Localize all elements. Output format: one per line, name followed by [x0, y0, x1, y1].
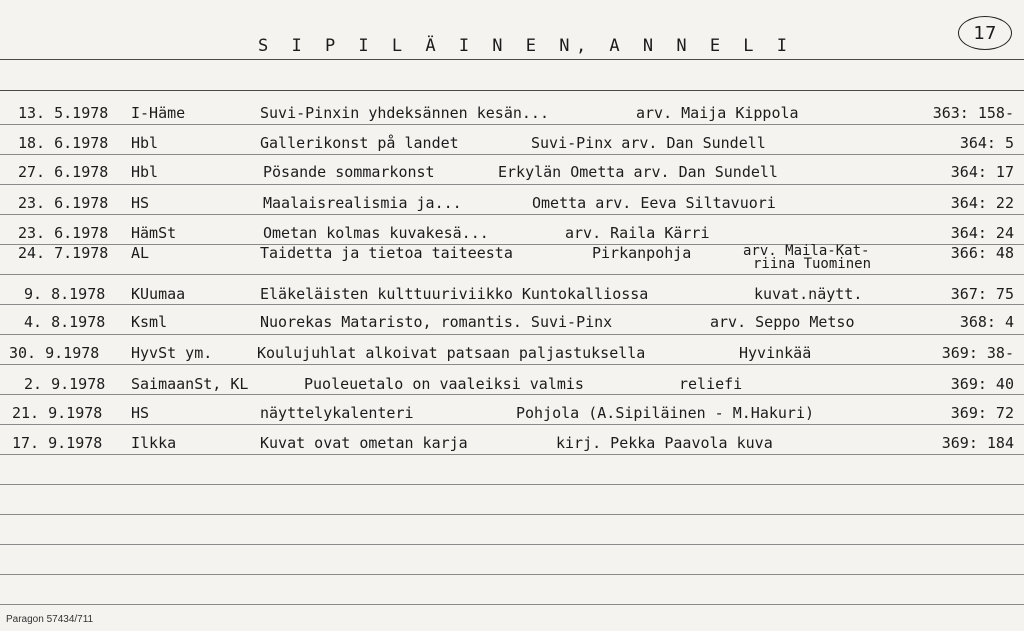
entry-ref: 364: 24: [950, 224, 1014, 242]
entry-date: 21. 9.1978: [12, 404, 103, 422]
entry-source: HyvSt ym.: [131, 344, 213, 362]
entry-ref: 369: 72: [950, 404, 1014, 422]
entry-date: 18. 6.1978: [18, 134, 109, 152]
entry-source: I-Häme: [131, 104, 186, 122]
entry-row: [0, 224, 1024, 246]
card-number-circle: [958, 16, 1012, 50]
entry-date: 17. 9.1978: [12, 434, 103, 452]
header-rule-2: [0, 90, 1024, 91]
entry-row: [0, 285, 1024, 307]
entry-source: HS: [131, 194, 150, 212]
rule-line: [0, 274, 1024, 275]
entry-text: Nuorekas Mataristo, romantis. Suvi-Pinx: [260, 313, 613, 331]
printer-footer: Paragon 57434/711: [6, 614, 94, 625]
entry-extra: Erkylän Ometta arv. Dan Sundell: [498, 163, 778, 181]
entry-text: Taidetta ja tietoa taiteesta: [260, 244, 513, 262]
entry-date: 27. 6.1978: [18, 163, 109, 181]
entry-ref: 367: 75: [950, 285, 1014, 303]
entry-source: Hbl: [131, 134, 159, 152]
header-rule: [0, 59, 1024, 60]
entry-extra-line-1: arv. Maila-Kat-: [743, 243, 870, 259]
entry-source: Ilkka: [131, 434, 177, 452]
entry-extra: Pirkanpohja: [592, 244, 692, 262]
entry-ref: 364: 5: [959, 134, 1014, 152]
entry-source: Hbl: [131, 163, 159, 181]
entry-row: [0, 104, 1024, 126]
rule-line: [0, 514, 1024, 515]
entry-date: 4. 8.1978: [24, 313, 106, 331]
entry-extra: Ometta arv. Eeva Siltavuori: [532, 194, 776, 212]
entry-row: [0, 434, 1024, 456]
entry-ref: 368: 4: [959, 313, 1014, 331]
entry-source: SaimaanSt, KL: [131, 375, 249, 393]
entry-extra: arv. Raila Kärri: [565, 224, 710, 242]
entry-source: Ksml: [131, 313, 168, 331]
entry-row: [0, 134, 1024, 156]
entry-date: 2. 9.1978: [24, 375, 106, 393]
entry-text: Pösande sommarkonst: [263, 163, 435, 181]
entry-source: AL: [131, 244, 150, 262]
entry-date: 30. 9.1978: [9, 344, 100, 362]
entry-date: 24. 7.1978: [18, 244, 109, 262]
entry-date: 9. 8.1978: [24, 285, 106, 303]
entry-text: Puoleuetalo on vaaleiksi valmis: [304, 375, 584, 393]
entry-text: Koulujuhlat alkoivat patsaan paljastuksella: [257, 344, 646, 362]
entry-row: [0, 375, 1024, 397]
entry-row: [0, 404, 1024, 426]
entry-text: Gallerikonst på landet: [260, 134, 459, 152]
entry-extra: kirj. Pekka Paavola kuva: [556, 434, 773, 452]
entry-row: [0, 344, 1024, 366]
entry-extra: arv. Maija Kippola: [636, 104, 799, 122]
entry-extra: arv. Seppo Metso: [710, 313, 855, 331]
entry-extra: reliefi: [679, 375, 743, 393]
entry-text: Suvi-Pinxin yhdeksännen kesän...: [260, 104, 549, 122]
entry-extra-line-2: riina Tuominen: [753, 256, 872, 272]
entry-row: [0, 243, 1024, 272]
entry-ref: 369: 184: [941, 434, 1014, 452]
entry-source: KUumaa: [131, 285, 186, 303]
entry-date: 23. 6.1978: [18, 194, 109, 212]
entry-ref: 364: 22: [950, 194, 1014, 212]
entry-source: HS: [131, 404, 150, 422]
card-number: 17: [973, 22, 997, 44]
entry-extra: Suvi-Pinx arv. Dan Sundell: [531, 134, 766, 152]
entry-text: Eläkeläisten kulttuuriviikko Kuntokalliossa: [260, 285, 649, 303]
entry-text: Kuvat ovat ometan karja: [260, 434, 468, 452]
entry-extra: Hyvinkää: [739, 344, 812, 362]
rule-line: [0, 484, 1024, 485]
entry-ref: 363: 158-: [932, 104, 1014, 122]
entry-ref: 364: 17: [950, 163, 1014, 181]
entry-date: 23. 6.1978: [18, 224, 109, 242]
entry-text: Ometan kolmas kuvakesä...: [263, 224, 489, 242]
entry-source: HämSt: [131, 224, 177, 242]
entry-row: [0, 313, 1024, 335]
card-title: S I P I L Ä I N E N, A N N E L I: [258, 36, 794, 56]
rule-line: [0, 544, 1024, 545]
entry-ref: 366: 48: [950, 244, 1014, 262]
entry-text: Maalaisrealismia ja...: [263, 194, 462, 212]
entry-ref: 369: 38-: [941, 344, 1014, 362]
entry-text: näyttelykalenteri: [260, 404, 414, 422]
entry-date: 13. 5.1978: [18, 104, 109, 122]
entry-row: [0, 194, 1024, 216]
entry-extra: kuvat.näytt.: [754, 285, 863, 303]
rule-line: [0, 574, 1024, 575]
entry-row: [0, 163, 1024, 185]
entry-ref: 369: 40: [950, 375, 1014, 393]
entry-extra: Pohjola (A.Sipiläinen - M.Hakuri): [516, 404, 815, 422]
rule-line: [0, 604, 1024, 605]
